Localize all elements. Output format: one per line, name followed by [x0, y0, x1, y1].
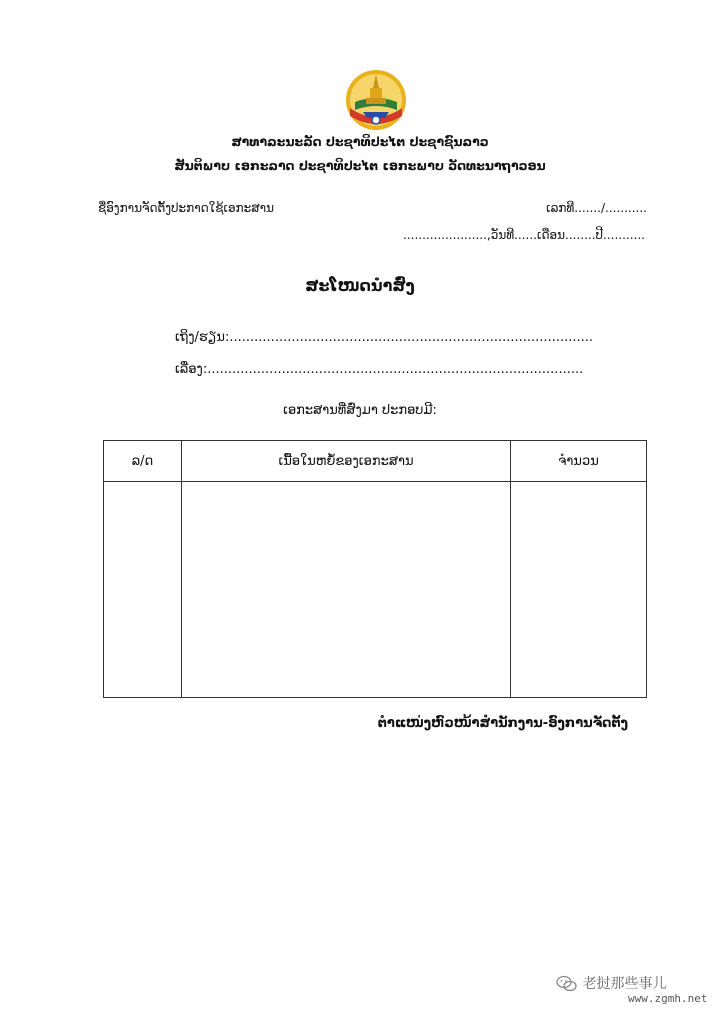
- table-header-row: [104, 441, 647, 482]
- date-line: ......................,ວັນທີ......ເດືອນ........ປີ...........: [403, 228, 645, 242]
- watermark-url: www.zgmh.net: [628, 992, 708, 1005]
- recipient-field: ເຖິງ/ຮຽນ:........................................................................................: [175, 330, 594, 345]
- table-cell-summary: [182, 482, 511, 698]
- lao-national-emblem-icon: [341, 66, 411, 134]
- watermark: [556, 973, 666, 993]
- table-cell-quantity: [511, 482, 647, 698]
- national-motto-heading: ສັນຕິພາບ ເອກະລາດ ປະຊາທິປະໄຕ ເອກະພາບ ວັດທະນາຖາວອນ: [174, 158, 546, 173]
- wechat-icon: [556, 975, 578, 993]
- reference-number: ເລກທີ......./...........: [546, 201, 647, 215]
- watermark-text: 老挝那些事儿: [582, 976, 667, 992]
- table-row: [104, 482, 647, 698]
- column-header-quantity: ຈຳນວນ: [511, 441, 647, 482]
- document-title: ສະໂໜດນຳສົ່ງ: [305, 276, 415, 295]
- table-cell-number: [104, 482, 182, 698]
- country-name-heading: ສາທາລະນະລັດ ປະຊາທິປະໄຕ ປະຊາຊົນລາວ: [231, 134, 489, 149]
- subject-field: ເລື່ອງ:...........................................................................................: [175, 362, 584, 377]
- signature-title: ຕຳແໜ່ງຫົວໜ້າສຳນັກງານ-ອົງການຈັດຕັ້ງ: [377, 716, 628, 731]
- column-header-number: ລ/ດ: [104, 441, 182, 482]
- issuing-organization-label: ຊື່ອົງການຈັດຕັ້ງປະກາດໃຊ້ເອກະສານ: [98, 201, 275, 215]
- documents-table: [103, 440, 647, 698]
- documents-caption: ເອກະສານທີ່ສົ່ງມາ ປະກອບມີ:: [283, 403, 437, 418]
- column-header-summary: ເນື້ອໃນຫຍໍ້ຂອງເອກະສານ: [182, 441, 511, 482]
